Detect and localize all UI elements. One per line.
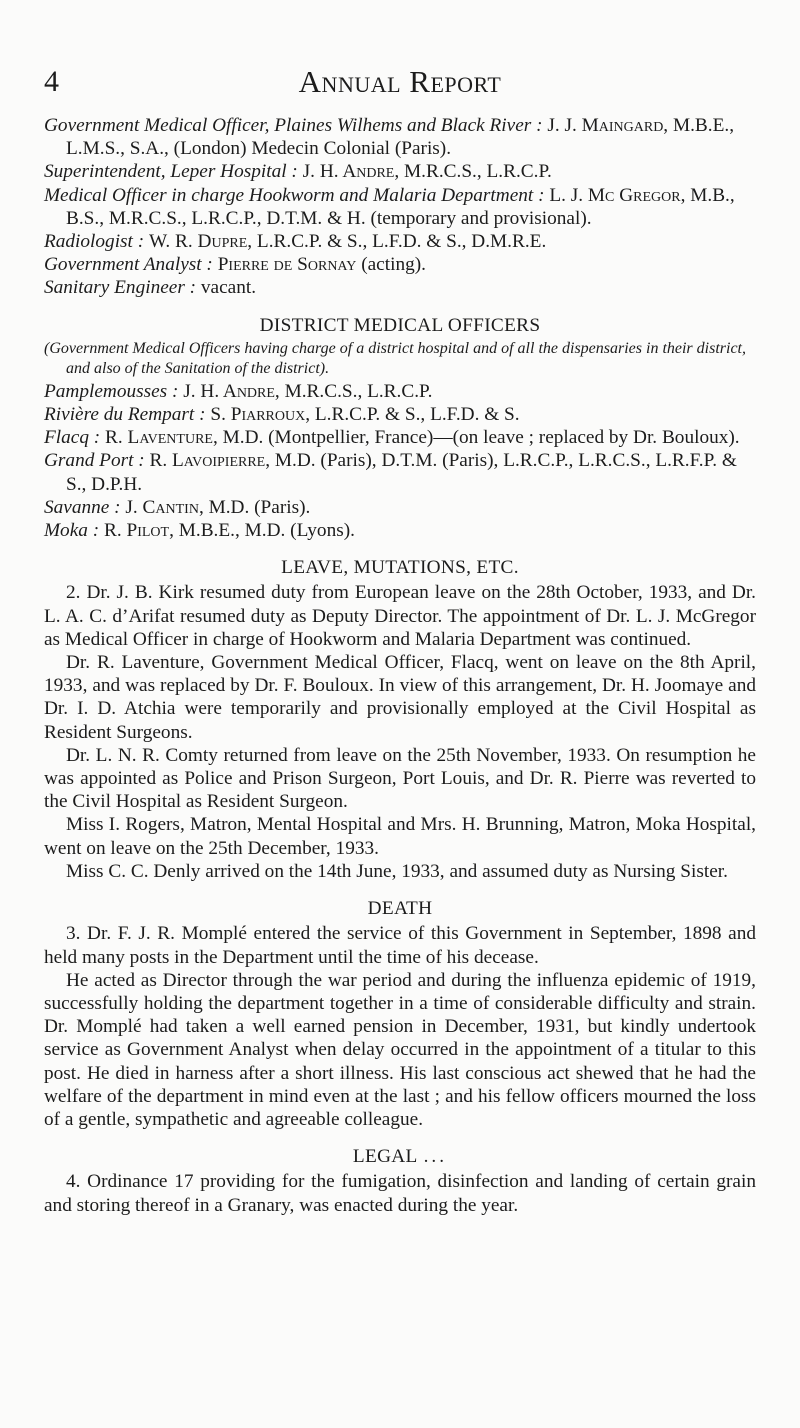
legal-paragraph: 4. Ordinance 17 providing for the fumigation, disinfection and landing of certain grain and storing thereof in a Granary, was enacted during the year.	[44, 1171, 756, 1216]
district-officer-details: M.D. (Paris), D.T.M. (Paris), L.R.C.P., L.R.C.S., L.R.F.P. & S., D.P.H.	[66, 450, 737, 495]
district-note: (Government Medical Officers having charge of a district hospital and of all the dispensaries in their district, and also of the Sanitation of the district).	[44, 339, 746, 377]
official-entry	[44, 160, 756, 183]
official-entry	[44, 230, 756, 253]
official-entry	[44, 114, 756, 160]
officials-list	[44, 114, 756, 300]
district-role: Moka :	[44, 520, 100, 542]
legal-heading: LEGAL	[352, 1146, 418, 1168]
official-name: L. J. Mc Gregor,	[549, 184, 686, 206]
legal-heading-row	[44, 1145, 756, 1168]
district-entry	[44, 496, 756, 519]
leave-paragraph: Dr. R. Laventure, Government Medical Officer, Flacq, went on leave on the 8th April, 1933, and was replaced by Dr. F. Bouloux. In view of this arrangement, Dr. H. Joomaye and Dr. I. D. Atchia were temporarily and provisionally employed at the Civil Hospital as Resident Surgeons.	[44, 652, 756, 743]
district-list	[44, 380, 756, 542]
official-role: Medical Officer in charge Hookworm and Malaria Department :	[44, 184, 545, 206]
district-heading: DISTRICT MEDICAL OFFICERS	[259, 314, 541, 336]
district-officer-details: L.R.C.P. & S., L.F.D. & S.	[314, 404, 520, 426]
official-details: (acting).	[361, 254, 426, 276]
running-title: Annual Report	[298, 64, 502, 99]
official-details: M.R.C.S., L.R.C.P.	[404, 161, 552, 183]
district-officer-name: J. H. Andre,	[183, 380, 280, 402]
district-role: Rivière du Rempart :	[44, 404, 206, 426]
official-details: L.R.C.P. & S., L.F.D. & S., D.M.R.E.	[256, 231, 547, 253]
official-details: M.B., B.S., M.R.C.S., L.R.C.P., D.T.M. & H. (temporary and provisional).	[66, 184, 735, 229]
page-header	[0, 62, 800, 102]
district-officer-name: J. Cantin,	[125, 496, 204, 518]
district-role: Grand Port :	[44, 450, 145, 472]
district-entry	[44, 449, 756, 495]
leave-heading: LEAVE, MUTATIONS, ETC.	[281, 557, 519, 579]
official-name: J. J. Maingard,	[547, 115, 669, 136]
official-role: Sanitary Engineer :	[44, 277, 197, 299]
district-officer-details: M.D. (Montpellier, France)—(on leave ; replaced by Dr. Bouloux).	[222, 427, 740, 449]
district-role: Savanne :	[44, 496, 121, 518]
death-paragraph: He acted as Director through the war period and during the influenza epidemic of 1919, successfully holding the department together in a time of considerable difficulty and strain. Dr. Momplé had taken a well earned pension in December, 1931, but kindly undertook service as Government Analyst when delay occurred in the appointment of a titular to this post. He died in harness after a short illness. His last conscious act shewed that he had the welfare of the department in mind even at the last ; and his fellow officers mourned the loss of a gentle, sympathetic and agreeable colleague.	[44, 969, 756, 1130]
official-entry	[44, 253, 756, 276]
district-officer-details: M.D. (Paris).	[208, 496, 311, 518]
leave-paragraph: Miss C. C. Denly arrived on the 14th June, 1933, and assumed duty as Nursing Sister.	[66, 860, 728, 882]
district-entry	[44, 519, 756, 542]
official-details: vacant.	[200, 277, 257, 299]
district-officer-details: M.B.E., M.D. (Lyons).	[178, 520, 355, 542]
legal-heading-mark: ...	[423, 1146, 448, 1168]
district-officer-name: S. Piarroux,	[210, 404, 311, 426]
district-entry	[44, 426, 756, 449]
district-entry	[44, 403, 756, 426]
district-entry	[44, 380, 756, 403]
official-name: J. H. Andre,	[302, 161, 400, 183]
leave-paragraph: Miss I. Rogers, Matron, Mental Hospital and Mrs. H. Brunning, Matron, Moka Hospital, went on leave on the 25th December, 1933.	[44, 814, 756, 859]
district-role: Flacq :	[44, 427, 101, 449]
official-name: W. R. Dupre,	[148, 231, 253, 253]
official-details: M.B.E., L.M.S., S.A., (London) Medecin Colonial (Paris).	[66, 115, 735, 160]
district-officer-name: R. Laventure,	[105, 427, 218, 449]
official-entry	[44, 276, 756, 299]
official-role: Radiologist :	[44, 231, 145, 253]
page-body	[44, 114, 756, 1217]
district-officer-name: R. Lavoipierre,	[149, 450, 271, 472]
district-officer-name: R. Pilot,	[103, 520, 174, 542]
official-name: Pierre de Sornay	[217, 254, 357, 276]
leave-paragraph: 2. Dr. J. B. Kirk resumed duty from European leave on the 28th October, 1933, and Dr. L. A. C. d’Arifat resumed duty as Deputy Director. The appointment of Dr. L. J. McGregor as Medical Officer in charge of Hookworm and Malaria Department was continued.	[44, 582, 756, 650]
page-number: 4	[44, 65, 59, 98]
official-entry	[44, 184, 756, 230]
official-role: Government Medical Officer, Plaines Wilhems and Black River :	[44, 115, 543, 136]
official-role: Government Analyst :	[44, 254, 213, 276]
district-officer-details: M.R.C.S., L.R.C.P.	[284, 380, 433, 402]
leave-paragraph: Dr. L. N. R. Comty returned from leave on the 25th November, 1933. On resumption he was appointed as Police and Prison Surgeon, Port Louis, and Dr. R. Pierre was reverted to the Civil Hospital as Resident Surgeon.	[44, 744, 756, 813]
district-role: Pamplemousses :	[44, 380, 179, 402]
official-role: Superintendent, Leper Hospital :	[44, 161, 298, 183]
death-paragraph: 3. Dr. F. J. R. Momplé entered the service of this Government in September, 1898 and held many posts in the Department until the time of his decease.	[44, 923, 756, 968]
death-heading: DEATH	[367, 898, 433, 920]
